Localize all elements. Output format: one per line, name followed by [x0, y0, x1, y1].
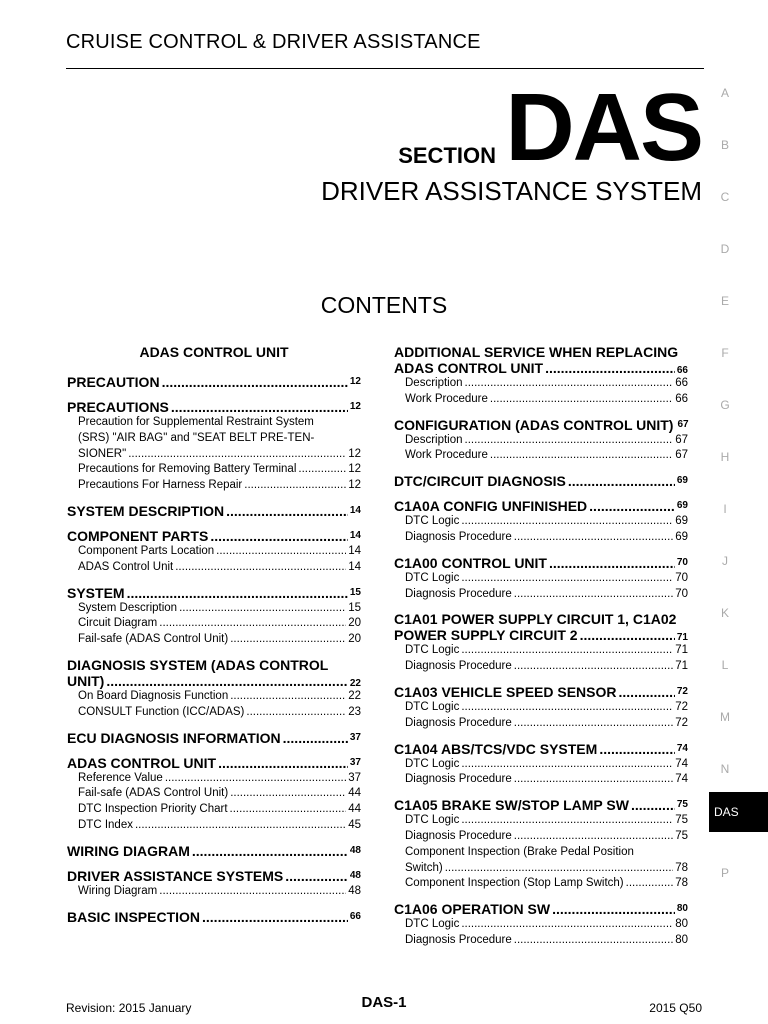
toc-subentry[interactable] — [67, 705, 361, 721]
toc-entry-title: Diagnosis Procedure — [405, 530, 512, 543]
toc-subentry[interactable] — [67, 462, 361, 478]
side-index-letter[interactable]: L — [721, 658, 729, 672]
toc-heading-entry[interactable] — [394, 901, 688, 917]
toc-heading-entry[interactable] — [394, 473, 688, 489]
dot-leader — [218, 755, 348, 771]
toc-heading-entry[interactable] — [394, 797, 688, 813]
toc-page-number: 20 — [348, 617, 361, 630]
toc-subentry[interactable] — [394, 933, 688, 949]
dot-leader — [461, 643, 673, 659]
toc-subentry[interactable] — [394, 845, 688, 877]
dot-leader — [230, 786, 346, 802]
toc-page-number: 71 — [676, 632, 688, 644]
toc-entry-title: C1A05 BRAKE SW/STOP LAMP SW — [394, 797, 629, 814]
toc-page-number: 75 — [676, 799, 688, 811]
toc-entry-title-line: SIONER" — [78, 447, 127, 460]
toc-entry-last-line — [67, 673, 361, 689]
toc-page-number: 23 — [348, 705, 361, 718]
dot-leader — [626, 876, 674, 892]
toc-entry-title: Fail-safe (ADAS Control Unit) — [78, 787, 229, 800]
toc-page-number: 12 — [348, 447, 361, 460]
toc-entry-title-line: Switch) — [405, 861, 443, 874]
dot-leader — [490, 392, 673, 408]
dot-leader — [490, 448, 673, 464]
dot-leader — [545, 360, 675, 376]
dot-leader — [619, 684, 675, 700]
dot-leader — [631, 797, 675, 813]
dot-leader — [589, 498, 675, 514]
toc-entry-title: Diagnosis Procedure — [405, 773, 512, 786]
toc-entry-title: DTC Inspection Priority Chart — [78, 803, 228, 816]
toc-subentry[interactable] — [67, 632, 361, 648]
side-index-letter[interactable]: H — [720, 450, 730, 464]
toc-page-number: 67 — [675, 449, 688, 462]
toc-heading-entry[interactable] — [394, 741, 688, 757]
toc-subentry[interactable] — [67, 884, 361, 900]
toc-entry-title: Description — [405, 433, 463, 446]
dot-leader — [128, 447, 346, 463]
toc-heading-entry[interactable] — [67, 528, 361, 544]
dot-leader — [175, 560, 346, 576]
toc-entry-title: DTC Logic — [405, 814, 460, 827]
toc-entry-title: Diagnosis Procedure — [405, 829, 512, 842]
toc-entry-title: DTC Logic — [405, 918, 460, 931]
toc-page-number: 48 — [349, 844, 361, 856]
toc-subentry[interactable] — [67, 616, 361, 632]
toc-entry-title-line: (SRS) "AIR BAG" and "SEAT BELT PRE-TEN- — [78, 431, 315, 444]
toc-subentry[interactable] — [394, 448, 688, 464]
toc-entry-last-line — [78, 447, 361, 463]
dot-leader — [202, 909, 348, 925]
dot-leader — [599, 741, 675, 757]
toc-page-number: 70 — [675, 587, 688, 600]
toc-subentry[interactable] — [394, 772, 688, 788]
side-index-letter[interactable]: E — [720, 294, 729, 308]
toc-entry-title: C1A0A CONFIG UNFINISHED — [394, 498, 588, 515]
toc-entry-title-line: C1A01 POWER SUPPLY CIRCUIT 1, C1A02 — [394, 611, 677, 628]
toc-page-number: 72 — [675, 700, 688, 713]
side-index-letter[interactable]: I — [723, 502, 727, 516]
toc-entry-title: Circuit Diagram — [78, 617, 158, 630]
footer-revision: Revision: 2015 January — [66, 1001, 192, 1015]
toc-page-number: 12 — [348, 479, 361, 492]
toc-page-number: 12 — [349, 401, 361, 412]
dot-leader — [283, 730, 348, 746]
toc-page-number: 66 — [676, 365, 688, 376]
toc-subentry[interactable] — [67, 601, 361, 617]
toc-entry-title: DTC Logic — [405, 644, 460, 657]
toc-entry-title: DRIVER ASSISTANCE SYSTEMS — [67, 867, 284, 884]
dot-leader — [159, 616, 346, 632]
side-index-letter[interactable]: C — [720, 190, 730, 204]
toc-entry-title: PRECAUTION — [67, 374, 160, 390]
side-index-letter[interactable]: D — [720, 242, 730, 256]
toc-page-number: 78 — [675, 861, 688, 874]
toc-page-number: 72 — [676, 685, 688, 697]
footer-page-number: DAS-1 — [361, 994, 407, 1011]
toc-page-number: 12 — [349, 376, 361, 387]
toc-page-number: 37 — [349, 756, 361, 768]
dot-leader — [514, 716, 673, 732]
side-index-letter[interactable]: A — [720, 86, 729, 100]
section-title: DRIVER ASSISTANCE SYSTEM — [321, 176, 702, 206]
toc-subentry[interactable] — [394, 757, 688, 773]
toc-page-number: 71 — [675, 660, 688, 673]
toc-entry-title: DTC Logic — [405, 515, 460, 528]
toc-page-number: 70 — [676, 556, 688, 568]
toc-heading-entry[interactable] — [394, 611, 688, 643]
toc-page-number: 15 — [348, 601, 361, 614]
toc-heading-entry[interactable] — [67, 657, 361, 689]
toc-entry-title-line: POWER SUPPLY CIRCUIT 2 — [394, 627, 578, 644]
contents-heading: CONTENTS — [320, 292, 448, 318]
toc-entry-title: ECU DIAGNOSIS INFORMATION — [67, 729, 281, 746]
toc-entry-title: C1A06 OPERATION SW — [394, 901, 551, 918]
toc-entry-title: C1A04 ABS/TCS/VDC SYSTEM — [394, 740, 598, 757]
dot-leader — [106, 673, 348, 689]
toc-page-number: 20 — [348, 633, 361, 646]
toc-entry-title-line: UNIT) — [67, 672, 105, 689]
toc-subentry[interactable] — [67, 771, 361, 787]
toc-entry-title: ADAS CONTROL UNIT — [67, 754, 217, 771]
dot-leader — [162, 374, 348, 390]
toc-page-number: 44 — [348, 787, 361, 800]
toc-entry-title: Component Inspection (Stop Lamp Switch) — [405, 877, 624, 890]
toc-entry-title: PRECAUTIONS — [67, 399, 169, 415]
dot-leader — [171, 399, 348, 415]
dot-leader — [298, 462, 346, 478]
toc-subentry[interactable] — [394, 376, 688, 392]
toc-heading-entry[interactable] — [394, 684, 688, 700]
toc-subentry[interactable] — [67, 544, 361, 560]
dot-leader — [230, 802, 347, 818]
toc-left-column — [67, 344, 361, 925]
dot-leader — [552, 901, 675, 917]
toc-entry-last-line — [405, 861, 688, 877]
toc-page-number: 69 — [675, 530, 688, 543]
toc-entry-title: Precautions for Removing Battery Terminal — [78, 463, 297, 476]
footer-model: 2015 Q50 — [649, 1001, 702, 1015]
toc-entry-title: Diagnosis Procedure — [405, 587, 512, 600]
toc-entry-title: DTC/CIRCUIT DIAGNOSIS — [394, 473, 566, 490]
toc-heading-entry[interactable] — [394, 344, 688, 376]
toc-page-number: 67 — [677, 418, 689, 430]
toc-subentry[interactable] — [394, 829, 688, 845]
toc-entry-title-line: Precaution for Supplemental Restraint System — [78, 416, 314, 428]
toc-page-number: 66 — [675, 392, 688, 405]
toc-heading-entry[interactable] — [394, 417, 688, 433]
dot-leader — [514, 587, 673, 603]
toc-page-number: 14 — [348, 560, 361, 573]
dot-leader — [461, 917, 673, 933]
side-index-letter[interactable]: N — [720, 762, 730, 776]
toc-entry-title: SYSTEM — [67, 584, 125, 601]
toc-entry-title: Component Parts Location — [78, 544, 215, 557]
toc-subentry[interactable] — [394, 917, 688, 933]
toc-entry-title: Precautions For Harness Repair — [78, 479, 243, 492]
dot-leader — [230, 689, 346, 705]
toc-entry-title-line: DIAGNOSIS SYSTEM (ADAS CONTROL — [67, 656, 329, 673]
toc-chapter-heading: ADAS CONTROL UNIT — [139, 344, 289, 360]
toc-entry-title: DTC Index — [78, 818, 133, 831]
side-index-letter[interactable]: M — [720, 710, 730, 724]
toc-heading-entry[interactable] — [67, 868, 361, 884]
toc-subentry[interactable] — [394, 433, 688, 449]
toc-heading-entry[interactable] — [394, 498, 688, 514]
toc-subentry[interactable] — [67, 818, 361, 834]
section-code: DAS — [505, 74, 702, 181]
dot-leader — [461, 571, 673, 587]
toc-page-number: 69 — [676, 475, 688, 487]
toc-subentry[interactable] — [394, 530, 688, 546]
toc-page-number: 48 — [349, 869, 361, 881]
dot-leader — [210, 528, 348, 544]
toc-entry-title: WIRING DIAGRAM — [67, 842, 190, 859]
side-index-letter[interactable]: P — [720, 866, 729, 880]
side-index-letter[interactable]: B — [720, 138, 729, 152]
toc-entries-right — [394, 344, 688, 949]
toc-subentry[interactable] — [394, 700, 688, 716]
side-index-letter[interactable]: J — [722, 554, 728, 568]
toc-subentry[interactable] — [394, 643, 688, 659]
toc-subentry[interactable] — [67, 802, 361, 818]
toc-entry-title: CONSULT Function (ICC/ADAS) — [78, 705, 245, 718]
toc-page-number: 72 — [675, 716, 688, 729]
toc-entry-title: DTC Logic — [405, 571, 460, 584]
dot-leader — [226, 503, 348, 519]
dot-leader — [514, 933, 673, 949]
toc-heading-entry[interactable] — [67, 374, 361, 390]
toc-entry-title: Diagnosis Procedure — [405, 933, 512, 946]
dot-leader — [230, 632, 346, 648]
dot-leader — [549, 555, 675, 571]
toc-entry-title: ADAS Control Unit — [78, 560, 174, 573]
toc-page-number: 14 — [348, 544, 361, 557]
toc-entry-last-line — [394, 627, 688, 643]
toc-subentry[interactable] — [394, 813, 688, 829]
section-word: SECTION — [398, 143, 496, 168]
toc-subentry[interactable] — [394, 716, 688, 732]
dot-leader — [465, 433, 674, 449]
toc-entry-title: Work Procedure — [405, 449, 488, 462]
toc-subentry[interactable] — [67, 689, 361, 705]
side-index-letter[interactable]: F — [721, 346, 729, 360]
toc-subentry[interactable] — [67, 478, 361, 494]
toc-page-number: 66 — [675, 377, 688, 389]
dot-leader — [465, 376, 674, 392]
toc-heading-entry[interactable] — [67, 909, 361, 925]
toc-heading-entry[interactable] — [67, 730, 361, 746]
toc-page-number: 74 — [676, 742, 688, 754]
dot-leader — [514, 829, 673, 845]
toc-heading-entry[interactable] — [67, 843, 361, 859]
section-header-title: CRUISE CONTROL & DRIVER ASSISTANCE — [66, 31, 481, 53]
toc-entry-title: SYSTEM DESCRIPTION — [67, 502, 225, 519]
dot-leader — [165, 771, 346, 787]
dot-leader — [568, 473, 675, 489]
toc-page-number: 45 — [348, 818, 361, 831]
toc-page-number: 37 — [348, 771, 361, 784]
toc-heading-entry[interactable] — [394, 555, 688, 571]
toc-entry-title: C1A00 CONTROL UNIT — [394, 554, 547, 571]
toc-entry-title-line: ADAS CONTROL UNIT — [394, 360, 544, 376]
toc-heading-entry[interactable] — [67, 503, 361, 519]
dot-leader — [285, 868, 348, 884]
toc-page-number: 69 — [675, 515, 688, 528]
toc-right-column — [394, 344, 688, 949]
toc-subentry[interactable] — [394, 876, 688, 892]
toc-page-number: 75 — [675, 814, 688, 827]
toc-page-number: 12 — [348, 463, 361, 476]
dot-leader — [127, 585, 348, 601]
toc-heading-entry[interactable] — [67, 755, 361, 771]
toc-entry-title: Diagnosis Procedure — [405, 716, 512, 729]
toc-entry-title: Reference Value — [78, 771, 163, 784]
toc-entry-title: CONFIGURATION (ADAS CONTROL UNIT) — [394, 416, 674, 433]
dot-leader — [461, 757, 673, 773]
side-index-letter[interactable]: K — [720, 606, 729, 620]
toc-entry-title-line: Component Inspection (Brake Pedal Position — [405, 845, 634, 858]
toc-entry-title: Description — [405, 377, 463, 389]
dot-leader — [135, 818, 346, 834]
toc-entries-left — [67, 374, 361, 925]
dot-leader — [192, 843, 348, 859]
toc-page-number: 22 — [348, 689, 361, 702]
toc-page-number: 80 — [675, 933, 688, 946]
toc-entry-title: On Board Diagnosis Function — [78, 689, 229, 702]
dot-leader — [244, 478, 346, 494]
toc-entry-title: COMPONENT PARTS — [67, 527, 209, 544]
toc-entry-last-line — [394, 360, 688, 376]
toc-subentry[interactable] — [67, 415, 361, 462]
dot-leader — [580, 627, 675, 643]
toc-subentry[interactable] — [67, 560, 361, 576]
toc-subentry[interactable] — [394, 392, 688, 408]
toc-subentry[interactable] — [394, 571, 688, 587]
dot-leader — [461, 514, 673, 530]
toc-page-number: 80 — [675, 918, 688, 931]
dot-leader — [179, 601, 346, 617]
toc-subentry[interactable] — [394, 514, 688, 530]
toc-page-number: 14 — [349, 504, 361, 516]
dot-leader — [514, 530, 673, 546]
toc-page-number: 80 — [676, 903, 688, 915]
toc-page-number: 74 — [675, 773, 688, 786]
dot-leader — [246, 705, 346, 721]
section-tab[interactable]: DAS — [709, 792, 768, 832]
dot-leader — [216, 544, 346, 560]
toc-page-number: 71 — [675, 644, 688, 657]
dot-leader — [159, 884, 346, 900]
toc-entry-title: Work Procedure — [405, 392, 488, 405]
toc-heading-entry[interactable] — [67, 399, 361, 415]
toc-entry-title: Fail-safe (ADAS Control Unit) — [78, 633, 229, 646]
dot-leader — [514, 772, 673, 788]
toc-page-number: 75 — [675, 829, 688, 842]
toc-page-number: 22 — [349, 677, 361, 689]
toc-page-number: 66 — [349, 910, 361, 922]
toc-entry-title: BASIC INSPECTION — [67, 908, 201, 925]
toc-page-number: 14 — [349, 529, 361, 541]
toc-entry-title-line: ADDITIONAL SERVICE WHEN REPLACING — [394, 344, 679, 360]
toc-entry-title: DTC Logic — [405, 700, 460, 713]
toc-page-number: 67 — [675, 433, 688, 446]
dot-leader — [461, 700, 673, 716]
header-rule — [66, 68, 704, 69]
toc-page-number: 15 — [349, 586, 361, 598]
toc-entry-title: Diagnosis Procedure — [405, 660, 512, 673]
toc-page-number: 44 — [348, 803, 361, 816]
toc-page-number: 69 — [676, 500, 688, 512]
toc-subentry[interactable] — [67, 786, 361, 802]
toc-subentry[interactable] — [394, 587, 688, 603]
toc-page-number: 70 — [675, 571, 688, 584]
toc-page-number: 78 — [675, 877, 688, 890]
toc-entry-title: Wiring Diagram — [78, 884, 158, 897]
toc-entry-title: System Description — [78, 601, 178, 614]
toc-subentry[interactable] — [394, 659, 688, 675]
toc-heading-entry[interactable] — [67, 585, 361, 601]
dot-leader — [461, 813, 673, 829]
toc-entry-title: DTC Logic — [405, 757, 460, 770]
toc-page-number: 74 — [675, 757, 688, 770]
toc-page-number: 37 — [349, 731, 361, 743]
toc-entry-title: C1A03 VEHICLE SPEED SENSOR — [394, 683, 617, 700]
toc-page-number: 48 — [348, 884, 361, 897]
dot-leader — [514, 659, 673, 675]
dot-leader — [445, 861, 674, 877]
side-index-letter[interactable]: G — [720, 398, 730, 412]
